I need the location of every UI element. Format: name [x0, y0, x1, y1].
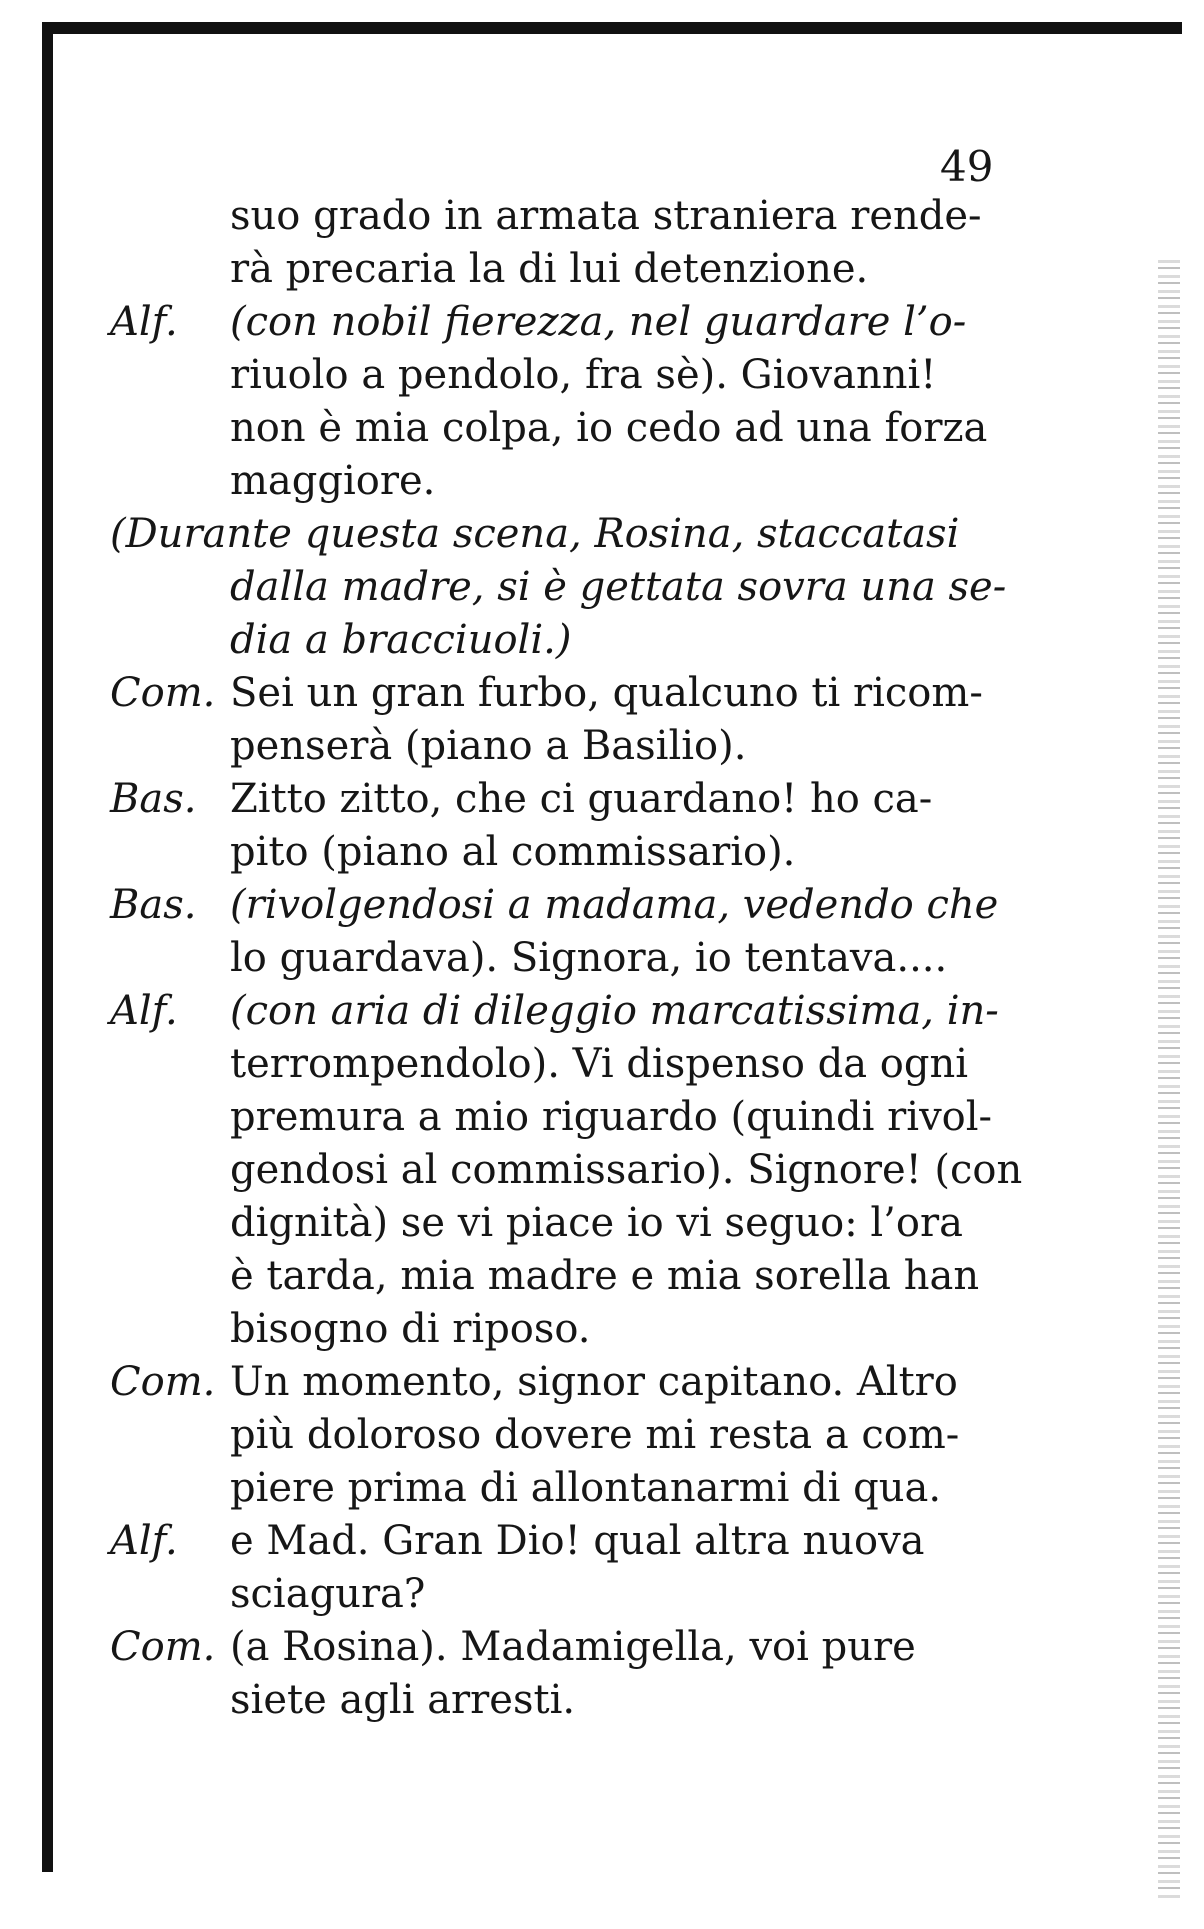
line-text: Zitto zitto, che ci guardano! ho ca- — [230, 776, 933, 822]
line-text: dia a bracciuoli.) — [230, 617, 572, 663]
speaker-label: Bas. — [110, 882, 197, 928]
text-line — [110, 1409, 1010, 1462]
line-text: penserà (piano a Basilio). — [230, 723, 747, 769]
text-line — [110, 1144, 1023, 1197]
text-line — [110, 879, 1010, 932]
line-text: sciagura? — [230, 1571, 426, 1617]
line-text: dignità) se vi piace io vi seguo: l’ora — [230, 1200, 963, 1246]
text-line — [110, 773, 1010, 826]
line-text: rà precaria la di lui detenzione. — [230, 246, 869, 292]
text-line — [110, 1674, 1010, 1727]
text-line — [110, 508, 1010, 561]
speaker-label: Com. — [110, 1359, 216, 1405]
text-line — [110, 1197, 1010, 1250]
text-line — [110, 985, 1010, 1038]
text-line — [110, 349, 1010, 402]
line-text: Sei un gran furbo, qualcuno ti ricom- — [230, 670, 983, 716]
text-line — [110, 932, 1010, 985]
text-line — [110, 455, 1010, 508]
speaker-label: Com. — [110, 670, 216, 716]
text-line — [110, 826, 1010, 879]
text-line — [110, 1462, 1010, 1515]
line-text: (con aria di dileggio marcatissima, in- — [230, 988, 999, 1034]
page-number: 49 — [940, 142, 994, 191]
line-text: lo guardava). Signora, io tentava.... — [230, 935, 948, 981]
text-line — [110, 296, 1010, 349]
text-line — [110, 1568, 1010, 1621]
line-text: premura a mio riguardo (quindi rivol- — [230, 1094, 993, 1140]
text-line — [110, 561, 1010, 614]
line-text: terrompendolo). Vi dispenso da ogni — [230, 1041, 969, 1087]
text-line — [110, 1515, 1010, 1568]
line-text: suo grado in armata straniera rende- — [230, 193, 982, 239]
text-line — [110, 190, 1010, 243]
text-line — [110, 1091, 1010, 1144]
speaker-label: Alf. — [110, 299, 178, 345]
line-text: maggiore. — [230, 458, 436, 504]
speaker-label: Com. — [110, 1624, 216, 1670]
line-text: (rivolgendosi a madama, vedendo che — [230, 882, 999, 928]
line-text: bisogno di riposo. — [230, 1306, 591, 1352]
line-text: riuolo a pendolo, fra sè). Giovanni! — [230, 352, 937, 398]
line-text: dalla madre, si è gettata sovra una se- — [230, 564, 1007, 610]
line-text: gendosi al commissario). Signore! (con — [230, 1147, 1023, 1193]
speaker-label: Alf. — [110, 988, 178, 1034]
line-text: (con nobil fierezza, nel guardare l’o- — [230, 299, 967, 345]
line-text: pito (piano al commissario). — [230, 829, 796, 875]
line-text: siete agli arresti. — [230, 1677, 576, 1723]
text-line — [110, 1356, 1010, 1409]
dialogue-text-block — [110, 190, 1023, 1727]
line-text: (a Rosina). Madamigella, voi pure — [230, 1624, 916, 1670]
line-text: e Mad. Gran Dio! qual altra nuova — [230, 1518, 925, 1564]
scan-edge-noise — [1158, 260, 1180, 1900]
text-line — [110, 1250, 1010, 1303]
line-text: piere prima di allontanarmi di qua. — [230, 1465, 942, 1511]
speaker-label: Bas. — [110, 776, 197, 822]
top-border-rule — [42, 22, 1182, 34]
text-line — [110, 1303, 1010, 1356]
text-line — [110, 1621, 1010, 1674]
line-text: (Durante questa scena, Rosina, staccatasi — [110, 511, 960, 557]
text-line — [110, 243, 1010, 296]
text-line — [110, 720, 1010, 773]
line-text: non è mia colpa, io cedo ad una forza — [230, 405, 988, 451]
line-text: più doloroso dovere mi resta a com- — [230, 1412, 960, 1458]
text-line — [110, 402, 1010, 455]
left-border-rule — [42, 22, 53, 1872]
text-line — [110, 667, 1010, 720]
text-line — [110, 1038, 1010, 1091]
line-text: è tarda, mia madre e mia sorella han — [230, 1253, 980, 1299]
line-text: Un momento, signor capitano. Altro — [230, 1359, 958, 1405]
speaker-label: Alf. — [110, 1518, 178, 1564]
text-line — [110, 614, 1010, 667]
